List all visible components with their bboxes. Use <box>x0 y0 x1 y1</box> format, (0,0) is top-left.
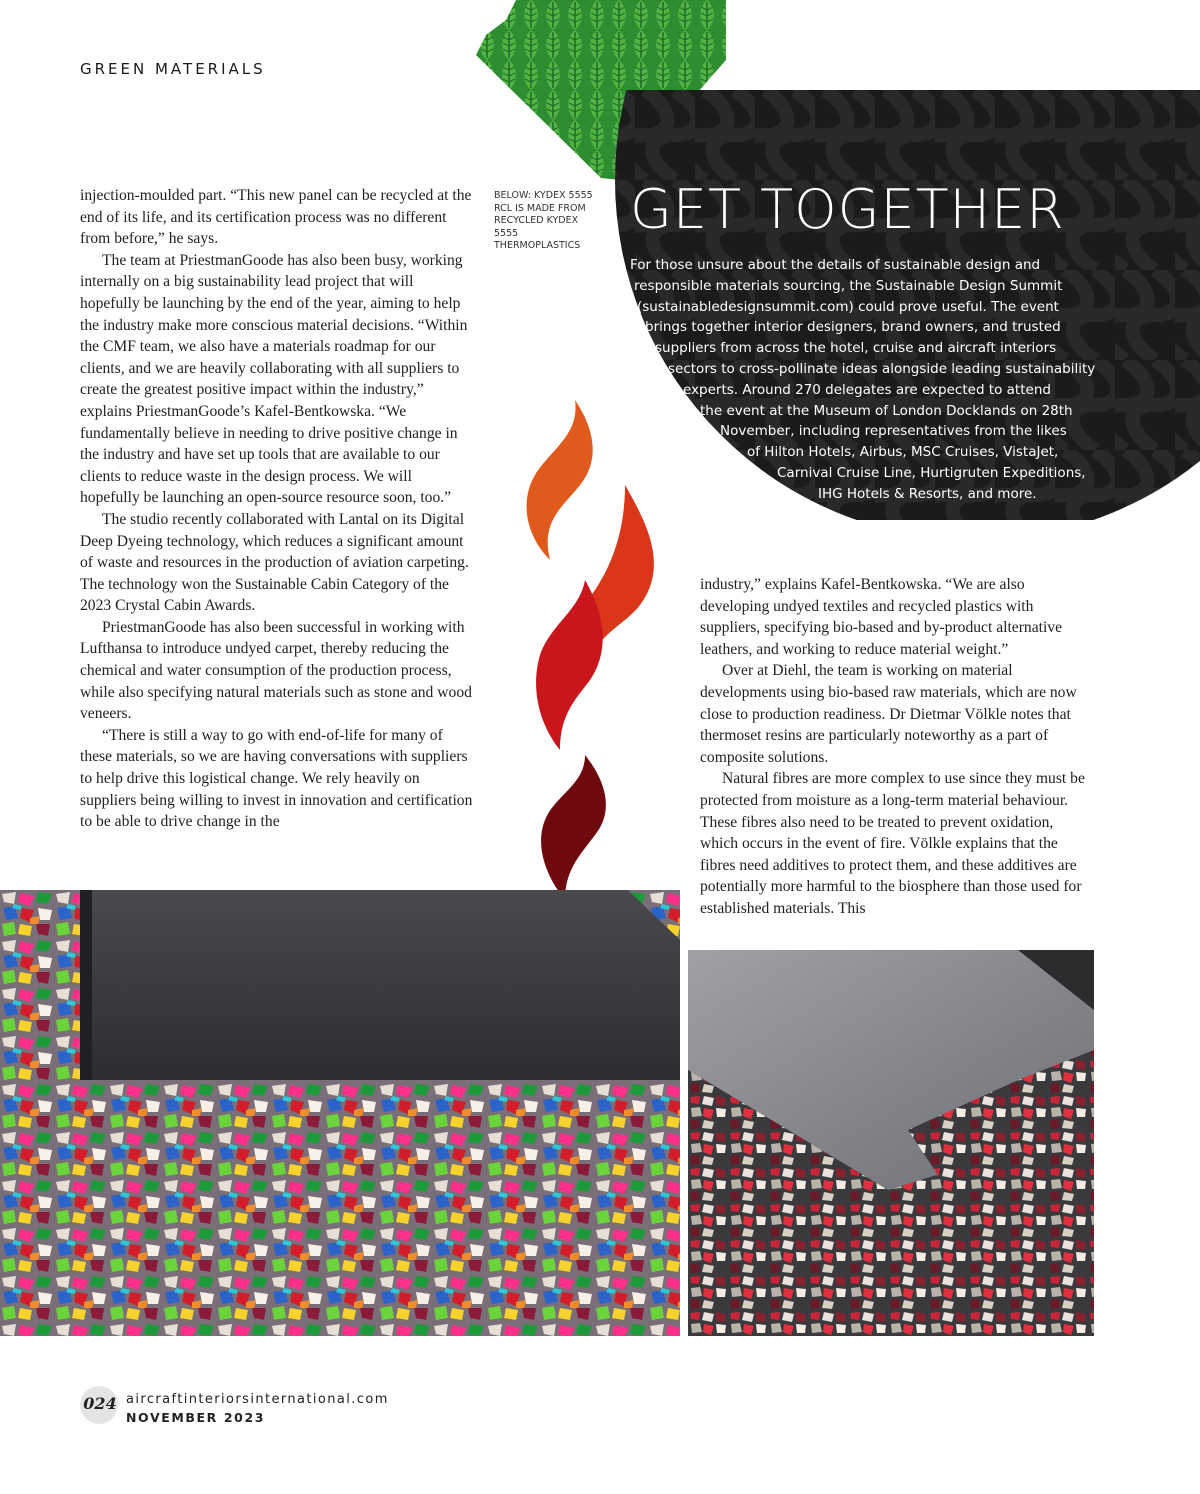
box-text-line: IHG Hotels & Resorts, and more. <box>818 485 1037 502</box>
body-paragraph: industry,” explains Kafel-Bentkowska. “We are also developing undyed textiles and recycled plastics with suppliers, specifying bio-based and by-product alternative leathers, and working to reduce material weight.” <box>700 576 1063 658</box>
box-title: GET TOGETHER <box>630 178 1065 241</box>
box-text-line: of Hilton Hotels, Airbus, MSC Cruises, VistaJet, <box>747 444 1059 461</box>
body-paragraph: The studio recently collaborated with Lantal on its Digital Deep Dyeing technology, which reduces a significant amount of waste and resources in the production of aviation carpeting. The technology won the Sustainable Cabin Category of the 2023 Crystal Cabin Awards. <box>80 510 469 615</box>
box-text-line: (sustainabledesignsummit.com) could prove useful. The event <box>637 298 1059 315</box>
box-text-line: suppliers from across the hotel, cruise and aircraft interiors <box>655 340 1057 357</box>
box-text-line: responsible materials sourcing, the Sustainable Design Summit <box>634 277 1063 294</box>
body-paragraph: Over at Diehl, the team is working on material developments using bio-based raw materials, which are now close to production readiness. Dr Dietmar Völkle notes that thermoset resins are particularly noteworthy as a part of composite solutions. <box>700 662 1077 766</box>
footer-website: aircraftinteriorsinternational.com <box>126 1392 389 1407</box>
body-paragraph: The team at PriestmanGoode has also been busy, working internally on a big sustainability lead project that will hopefully be launching by the end of the year, aiming to help the industry make more conscious material decisions. “Within the CMF team, we also have a materials roadmap for our clients, and we are heavily collaborating with all suppliers to create the greatest positive impact within the industry,” explains PriestmanGoode’s Kafel-Bentkowska. “We fundamentally believe in needing to drive positive change in the industry and have set up tools that are available to our clients to reduce waste in the design process. We will hopefully be launching an open-source resource soon, too.” <box>80 251 468 507</box>
body-paragraph: injection-moulded part. “This new panel can be recycled at the end of its life, and its certification process was no different from before,” he says. <box>80 187 472 248</box>
box-text-line: brings together interior designers, brand owners, and trusted <box>645 319 1061 336</box>
right-column <box>700 574 1095 920</box>
recycled-flakes-photo-right <box>688 950 1094 1336</box>
box-text-line: For those unsure about the details of sustainable design and <box>630 257 1041 273</box>
flame-graphic <box>520 400 670 900</box>
left-column <box>80 185 475 833</box>
page-number: 024 <box>83 1394 117 1413</box>
box-text-line: November, including representatives from the likes <box>720 423 1067 440</box>
body-paragraph: “There is still a way to go with end-of-life for many of these materials, so we are having conversations with suppliers to help drive this logistical change. We rely heavily on suppliers being willing to invest in innovation and certification to be able to drive change in the <box>80 726 473 831</box>
box-text-line: the event at the Museum of London Docklands on 28th <box>700 402 1073 419</box>
section-label: GREEN MATERIALS <box>80 60 266 78</box>
box-text-line: sectors to cross-pollinate ideas alongside leading sustainability <box>668 361 1096 377</box>
recycled-flakes-photo-left <box>0 890 680 1336</box>
box-text-line: experts. Around 270 delegates are expected to attend <box>683 381 1051 398</box>
box-text-line: Carnival Cruise Line, Hurtigruten Expeditions, <box>777 465 1086 481</box>
body-paragraph: Natural fibres are more complex to use since they must be protected from moisture as a long-term material behaviour. These fibres also need to be treated to prevent oxidation, which occurs in the event of fire. Völkle explains that the fibres need additives to protect them, and these additives are potentially more harmful to the biosphere than those used for established materials. This <box>700 770 1085 917</box>
footer-date: NOVEMBER 2023 <box>126 1410 266 1425</box>
photo-caption: BELOW: KYDEX 5555 RCL IS MADE FROM RECYCLED KYDEX 5555 THERMOPLASTICS <box>494 190 593 251</box>
body-paragraph: PriestmanGoode has also been successful in working with Lufthansa to introduce undyed carpet, thereby reducing the chemical and water consumption of the production process, while also specifying natural materials such as stone and wood veneers. <box>80 618 472 723</box>
